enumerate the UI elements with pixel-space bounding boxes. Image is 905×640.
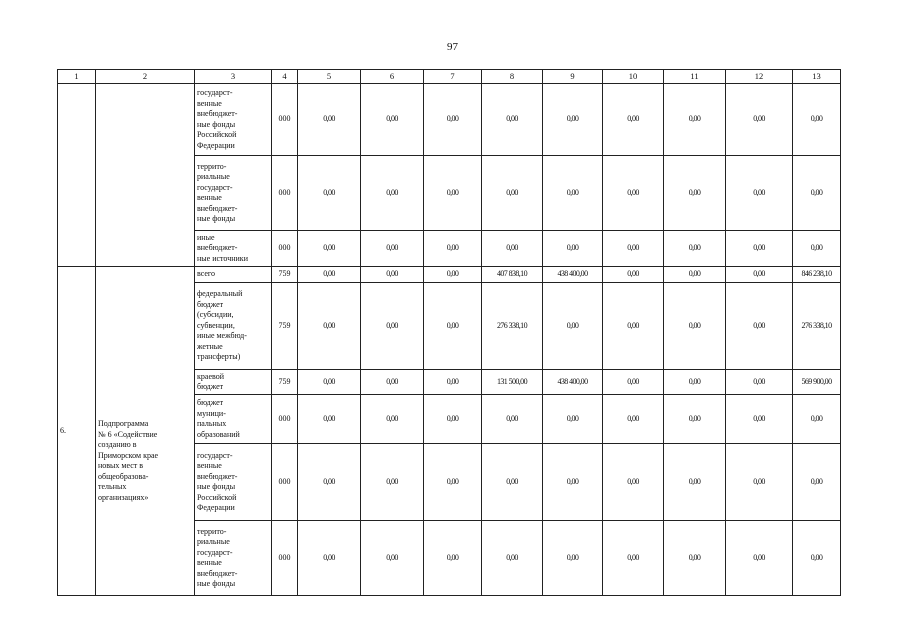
column-number: 12 <box>726 70 793 84</box>
amount-cell: 0,00 <box>424 231 482 267</box>
amount-cell: 0,00 <box>726 84 793 156</box>
amount-cell: 0,00 <box>482 521 543 596</box>
amount-cell: 0,00 <box>298 231 361 267</box>
funding-source: иные внебюджет- ные источники <box>197 232 248 263</box>
column-number: 8 <box>482 70 543 84</box>
funding-source: государст- венные внебюджет- ные фонды Российской Федерации <box>197 88 238 150</box>
amount-cell: 0,00 <box>482 156 543 231</box>
column-number: 10 <box>603 70 664 84</box>
funding-source: краевой бюджет <box>197 371 224 391</box>
amount-cell: 0,00 <box>603 267 664 283</box>
amount-cell: 0,00 <box>482 84 543 156</box>
amount-cell: 0,00 <box>424 156 482 231</box>
column-number: 5 <box>298 70 361 84</box>
amount-cell: 0,00 <box>603 231 664 267</box>
amount-cell: 0,00 <box>726 231 793 267</box>
amount-cell: 0,00 <box>664 231 726 267</box>
amount-cell: 276 338,10 <box>793 283 841 370</box>
column-number: 1 <box>58 70 96 84</box>
amount-cell: 0,00 <box>664 84 726 156</box>
amount-cell: 0,00 <box>603 156 664 231</box>
table-row <box>58 84 841 156</box>
amount-cell: 0,00 <box>298 521 361 596</box>
amount-cell: 0,00 <box>726 521 793 596</box>
amount-cell: 0,00 <box>424 84 482 156</box>
amount-cell: 0,00 <box>793 84 841 156</box>
row-index-cell <box>58 84 96 267</box>
column-number: 2 <box>96 70 195 84</box>
column-number: 9 <box>543 70 603 84</box>
amount-cell: 0,00 <box>361 267 424 283</box>
program-name: Подпрограмма № 6 «Содействие созданию в Приморском крае новых мест в общеобразова- тельных организациях» <box>98 419 159 502</box>
amount-cell: 0,00 <box>793 231 841 267</box>
amount-cell: 0,00 <box>543 521 603 596</box>
amount-cell: 0,00 <box>298 444 361 521</box>
funding-source-cell <box>195 444 272 521</box>
amount-cell: 0,00 <box>543 395 603 444</box>
amount-cell: 0,00 <box>664 370 726 395</box>
column-number: 13 <box>793 70 841 84</box>
budget-code: 000 <box>272 231 298 267</box>
page-number: 97 <box>447 41 458 53</box>
amount-cell: 0,00 <box>726 156 793 231</box>
table-row <box>58 267 841 283</box>
funding-source-cell <box>195 283 272 370</box>
amount-cell: 0,00 <box>298 370 361 395</box>
column-number: 4 <box>272 70 298 84</box>
amount-cell: 0,00 <box>543 231 603 267</box>
funding-source: террито- риальные государст- венные внебюджет- ные фонды <box>197 526 238 588</box>
amount-cell: 0,00 <box>793 521 841 596</box>
budget-code: 000 <box>272 444 298 521</box>
amount-cell: 0,00 <box>793 444 841 521</box>
amount-cell: 569 900,00 <box>793 370 841 395</box>
column-number: 7 <box>424 70 482 84</box>
amount-cell: 0,00 <box>664 283 726 370</box>
amount-cell: 0,00 <box>726 444 793 521</box>
budget-code: 759 <box>272 283 298 370</box>
amount-cell: 0,00 <box>664 267 726 283</box>
column-number: 11 <box>664 70 726 84</box>
funding-source-cell <box>195 395 272 444</box>
funding-source-cell <box>195 370 272 395</box>
funding-source: государст- венные внебюджет- ные фонды Российской Федерации <box>197 450 238 512</box>
amount-cell: 0,00 <box>726 370 793 395</box>
funding-source-cell <box>195 231 272 267</box>
amount-cell: 0,00 <box>664 444 726 521</box>
funding-source-cell <box>195 521 272 596</box>
column-number: 3 <box>195 70 272 84</box>
amount-cell: 438 400,00 <box>543 370 603 395</box>
budget-code: 000 <box>272 395 298 444</box>
funding-source: всего <box>197 269 216 279</box>
budget-code: 000 <box>272 521 298 596</box>
row-index-cell: 6. <box>58 267 96 596</box>
amount-cell: 0,00 <box>793 395 841 444</box>
column-number-row <box>58 70 841 84</box>
amount-cell: 0,00 <box>664 395 726 444</box>
amount-cell: 0,00 <box>664 156 726 231</box>
amount-cell: 0,00 <box>424 283 482 370</box>
budget-code: 000 <box>272 156 298 231</box>
amount-cell: 0,00 <box>603 395 664 444</box>
funding-source: бюджет муници- пальных образований <box>197 398 240 439</box>
amount-cell: 0,00 <box>543 84 603 156</box>
funding-source-cell <box>195 156 272 231</box>
funding-source-cell <box>195 267 272 283</box>
amount-cell: 0,00 <box>603 84 664 156</box>
amount-cell: 0,00 <box>361 84 424 156</box>
budget-code: 000 <box>272 84 298 156</box>
amount-cell: 0,00 <box>424 444 482 521</box>
amount-cell: 0,00 <box>543 156 603 231</box>
amount-cell: 0,00 <box>361 231 424 267</box>
amount-cell: 0,00 <box>361 156 424 231</box>
amount-cell: 0,00 <box>543 283 603 370</box>
amount-cell: 0,00 <box>603 283 664 370</box>
amount-cell: 0,00 <box>482 231 543 267</box>
amount-cell: 0,00 <box>603 370 664 395</box>
amount-cell: 0,00 <box>793 156 841 231</box>
budget-code: 759 <box>272 370 298 395</box>
amount-cell: 0,00 <box>726 395 793 444</box>
amount-cell: 0,00 <box>424 521 482 596</box>
amount-cell: 407 838,10 <box>482 267 543 283</box>
budget-table <box>57 69 841 596</box>
amount-cell: 0,00 <box>361 395 424 444</box>
amount-cell: 0,00 <box>482 395 543 444</box>
amount-cell: 0,00 <box>543 444 603 521</box>
amount-cell: 0,00 <box>361 444 424 521</box>
amount-cell: 276 338,10 <box>482 283 543 370</box>
amount-cell: 0,00 <box>361 521 424 596</box>
amount-cell: 0,00 <box>424 267 482 283</box>
amount-cell: 438 400,00 <box>543 267 603 283</box>
program-name-cell <box>96 84 195 267</box>
amount-cell: 0,00 <box>298 84 361 156</box>
amount-cell: 0,00 <box>424 370 482 395</box>
amount-cell: 0,00 <box>664 521 726 596</box>
amount-cell: 0,00 <box>361 370 424 395</box>
funding-source-cell <box>195 84 272 156</box>
amount-cell: 0,00 <box>298 156 361 231</box>
amount-cell: 846 238,10 <box>793 267 841 283</box>
amount-cell: 0,00 <box>298 395 361 444</box>
funding-source: террито- риальные государст- венные внебюджет- ные фонды <box>197 161 238 223</box>
funding-source: федеральный бюджет (субсидии, субвенции, иные межбюд- жетные трансферты) <box>197 289 247 362</box>
amount-cell: 0,00 <box>482 444 543 521</box>
amount-cell: 0,00 <box>726 283 793 370</box>
amount-cell: 0,00 <box>298 267 361 283</box>
budget-code: 759 <box>272 267 298 283</box>
amount-cell: 0,00 <box>361 283 424 370</box>
program-name-cell <box>96 267 195 596</box>
amount-cell: 0,00 <box>424 395 482 444</box>
amount-cell: 0,00 <box>726 267 793 283</box>
amount-cell: 131 500,00 <box>482 370 543 395</box>
amount-cell: 0,00 <box>603 444 664 521</box>
column-number: 6 <box>361 70 424 84</box>
amount-cell: 0,00 <box>298 283 361 370</box>
amount-cell: 0,00 <box>603 521 664 596</box>
